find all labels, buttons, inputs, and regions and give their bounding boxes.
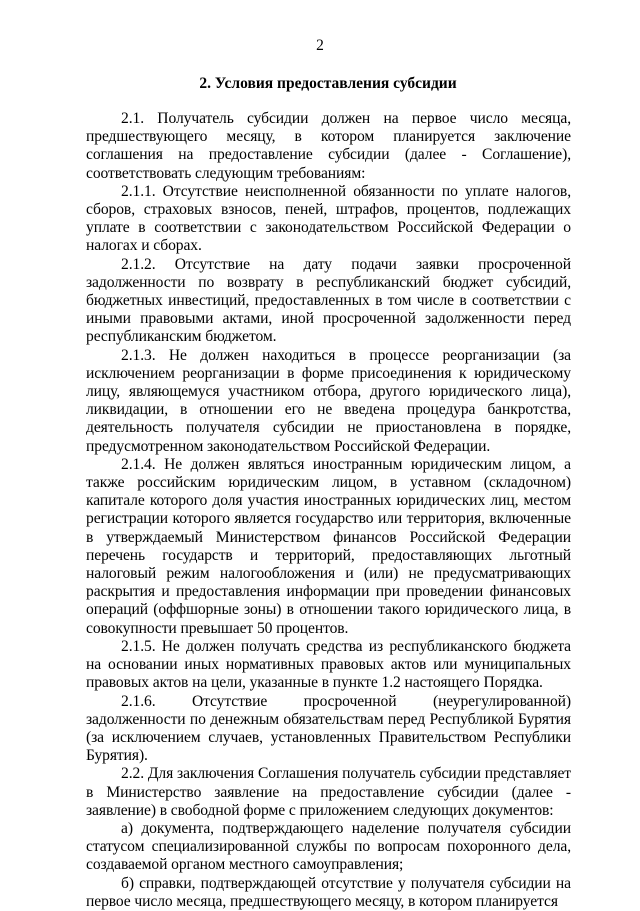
paragraph-2-2-b: б) справки, подтверждающей отсутствие у получателя субсидии на первое число месяца, предшествующего месяцу, в котором планируется bbox=[86, 874, 571, 910]
paragraph-2-1-1: 2.1.1. Отсутствие неисполненной обязанности по уплате налогов, сборов, страховых взносов, пеней, штрафов, процентов, подлежащих уплате в соответствии с законодательством Российской Федерации о налогах и сборах. bbox=[86, 182, 571, 255]
paragraph-2-1-4: 2.1.4. Не должен являться иностранным юридическим лицом, а также российским юридическим лицом, в уставном (складочном) капитале которого доля участия иностранных юридических лиц, местом регистрации которого является государство или территория, включенные в утверждаемый Министерством финансов Российской Федерации перечень государств и территорий, предоставляющих льготный налоговый режим налогообложения и (или) не предусматривающих раскрытия и предоставления информации при проведении финансовых операций (оффшорные зоны) в отношении такого юридического лица, в совокупности превышает 50 процентов. bbox=[86, 455, 571, 637]
paragraph-2-1: 2.1. Получатель субсидии должен на первое число месяца, предшествующего месяцу, в котором планируется заключение соглашения на предоставление субсидии (далее - Соглашение), соответствовать следующим требованиям: bbox=[86, 110, 571, 182]
paragraph-2-1-6: 2.1.6. Отсутствие просроченной (неурегулированной) задолженности по денежным обязательствам перед Республикой Бурятия (за исключением случаев, установленных Правительством Республики Бурятия). bbox=[86, 692, 571, 765]
paragraph-2-1-3: 2.1.3. Не должен находиться в процессе реорганизации (за исключением реорганизации в форме присоединения к юридическому лицу, являющемуся участником отбора, другого юридического лица), ликвидации, в отношении его не введена процедура банкротства, деятельность получателя субсидии не приостановлена в порядке, предусмотренном законодательством Российской Федерации. bbox=[86, 346, 571, 455]
paragraph-2-2: 2.2. Для заключения Соглашения получатель субсидии представляет в Министерство заявление на предоставление субсидии (далее - заявление) в свободной форме с приложением следующих документов: bbox=[86, 765, 571, 819]
page-number: 2 bbox=[316, 37, 324, 54]
section-heading: 2. Условия предоставления субсидии bbox=[199, 75, 457, 92]
paragraph-2-1-5: 2.1.5. Не должен получать средства из республиканского бюджета на основании иных нормативных правовых актов или муниципальных правовых актов на цели, указанные в пункте 1.2 настоящего Порядка. bbox=[86, 637, 571, 692]
paragraph-2-1-2: 2.1.2. Отсутствие на дату подачи заявки просроченной задолженности по возврату в республиканский бюджет субсидий, бюджетных инвестиций, предоставленных в том числе в соответствии с иными правовыми актами, иной просроченной задолженности перед республиканским бюджетом. bbox=[86, 255, 571, 346]
paragraph-2-2-a: а) документа, подтверждающего наделение получателя субсидии статусом специализированной службы по вопросам похоронного дела, создаваемой органом местного самоуправления; bbox=[86, 819, 571, 874]
body-text bbox=[86, 110, 571, 911]
